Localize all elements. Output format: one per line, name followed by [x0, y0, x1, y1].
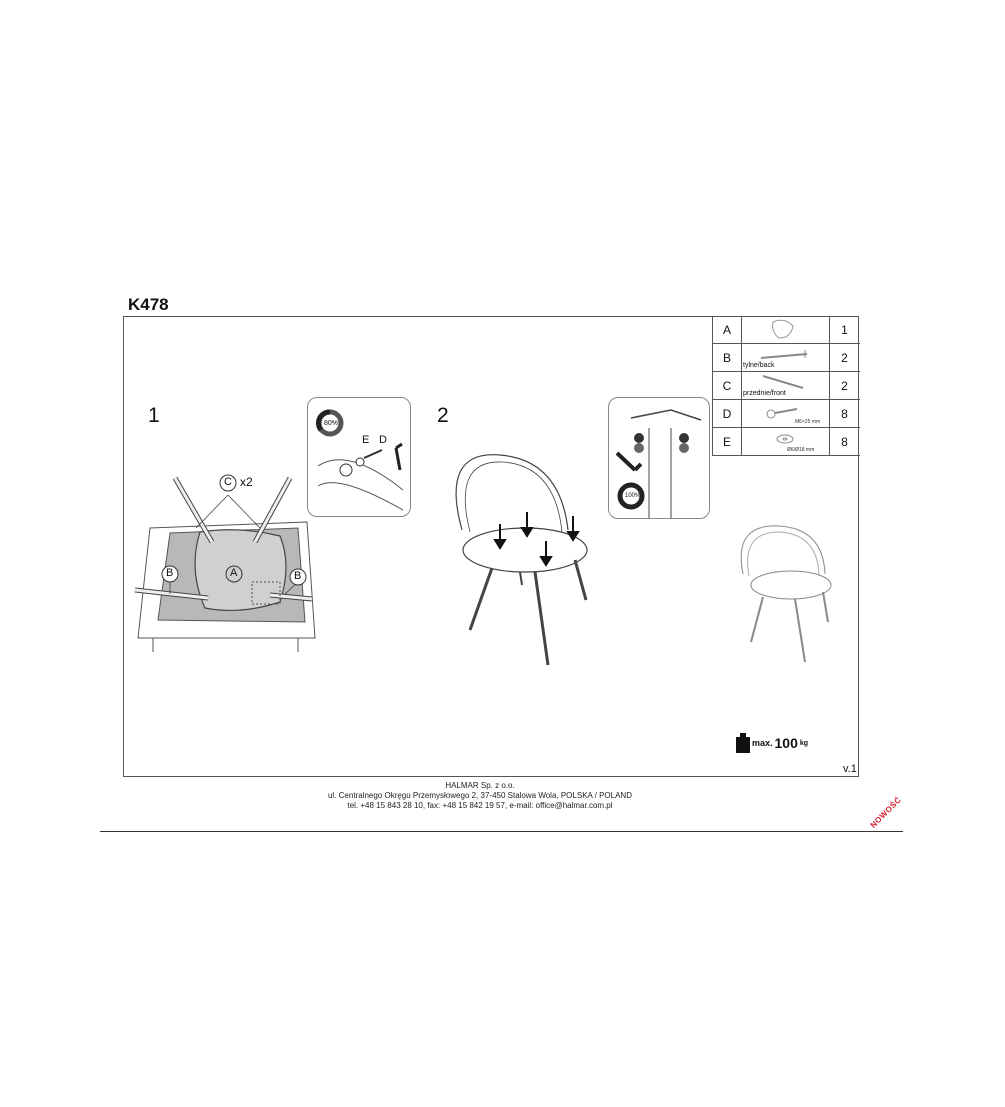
footer: [300, 781, 660, 811]
callout-a: A: [230, 567, 238, 579]
part-back-leg-image: [741, 344, 830, 371]
max-load: [736, 733, 808, 753]
part-quantity: 8: [841, 434, 848, 449]
max-load-prefix: max.: [752, 738, 773, 748]
step-1-number: 1: [148, 404, 160, 427]
multiplier-label: x2: [240, 475, 253, 489]
part-seat-image: [741, 316, 830, 343]
max-load-value: 100: [774, 735, 798, 751]
callout-b-right: B: [294, 570, 302, 582]
torque-80-label: 80%: [324, 420, 339, 427]
leg-bolt-detail: [609, 398, 709, 518]
callout-e: E: [362, 434, 370, 446]
weight-icon: [736, 733, 750, 753]
parts-row-e: [713, 427, 860, 455]
parts-table: [712, 316, 860, 456]
callout-d: D: [379, 434, 387, 446]
torque-100-label: 100%: [625, 493, 641, 499]
step2-chair-illustration: [440, 450, 600, 670]
step2-detail-inset: [608, 397, 710, 519]
part-letter: B: [713, 344, 742, 371]
footer-address: ul. Centralnego Okręgu Przemysłowego 2, 37-450 Stalowa Wola, POLSKA / POLAND: [327, 791, 632, 800]
part-washer-image: [741, 428, 830, 455]
finished-chair-illustration: [733, 522, 833, 667]
model-title: K478: [128, 295, 169, 314]
divider: [100, 831, 903, 832]
part-quantity: 2: [841, 378, 848, 393]
step-2-number: 2: [437, 404, 449, 427]
callout-c: C: [224, 476, 232, 488]
part-quantity: 2: [841, 350, 848, 365]
parts-row-a: [713, 316, 860, 343]
part-bolt-image: [741, 400, 830, 427]
part-letter: D: [713, 400, 742, 427]
parts-row-c: [713, 371, 860, 399]
step1-illustration: [130, 470, 330, 655]
part-caption: Ø6/Ø18 mm: [787, 447, 815, 453]
version-label: v.1: [843, 763, 857, 775]
part-front-leg-image: [741, 372, 830, 399]
step1-detail-inset: [307, 397, 411, 517]
parts-row-b: [713, 343, 860, 371]
part-quantity: 1: [841, 322, 848, 337]
footer-contact: tel. +48 15 843 28 10, fax: +48 15 842 19 57, e-mail: office@halmar.com.pl: [347, 801, 613, 810]
parts-row-d: [713, 399, 860, 427]
part-caption: przednie/front: [743, 390, 786, 397]
footer-company: HALMAR Sp. z o.o.: [445, 781, 515, 790]
part-letter: C: [713, 372, 742, 399]
callout-b-left: B: [166, 567, 174, 579]
bolt-washer-detail: [308, 398, 410, 516]
part-letter: E: [713, 428, 742, 455]
part-caption: tylne/back: [743, 362, 775, 369]
new-stamp: NOWOŚĆ: [868, 795, 904, 830]
part-caption: M6×25 mm: [795, 419, 821, 425]
part-letter: A: [713, 316, 742, 343]
part-quantity: 8: [841, 406, 848, 421]
max-load-unit: kg: [799, 739, 809, 747]
